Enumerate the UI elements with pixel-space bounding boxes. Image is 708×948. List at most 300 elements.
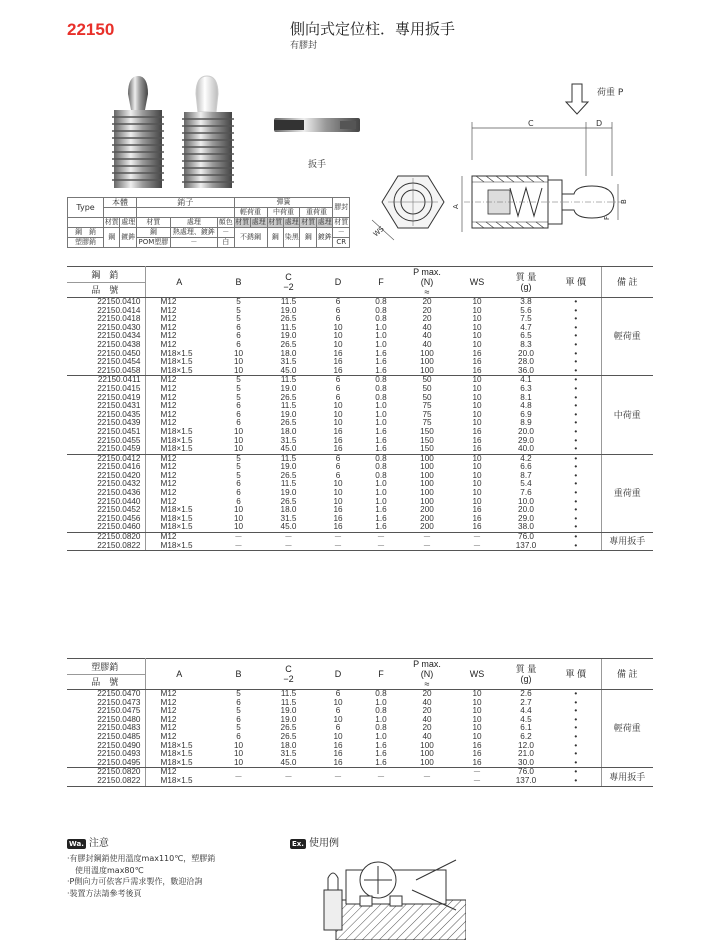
table-cell: 6	[236, 488, 241, 498]
table-cell: －	[262, 768, 315, 786]
table-cell: •	[574, 297, 578, 306]
table-cell: 10	[233, 357, 244, 367]
table-cell: 38.0	[501, 523, 551, 532]
table-cell: 6	[335, 723, 341, 733]
table-cell: 6	[335, 314, 341, 324]
table-cell: 5	[236, 392, 241, 402]
table-cell: M12	[160, 375, 177, 385]
table-row	[67, 759, 653, 768]
table-cell: 75	[422, 418, 432, 428]
table-cell: 10	[333, 322, 343, 332]
table-cell: 10	[472, 305, 482, 315]
table-cell: 6	[335, 297, 341, 306]
table-cell: 10	[472, 383, 482, 393]
table-cell: 22150.0438	[67, 341, 145, 350]
dim-d-label: D	[596, 119, 603, 128]
table-cell: 31.5	[280, 357, 297, 367]
table-cell: 8.9	[520, 418, 532, 428]
table-row	[67, 307, 653, 316]
table-cell: 0.8	[375, 383, 387, 393]
notes-title: 注意	[88, 838, 109, 849]
table-row	[67, 498, 653, 507]
table-cell: •	[574, 383, 578, 393]
table-cell: 10	[472, 479, 482, 489]
table-cell: 6	[236, 697, 241, 707]
wrench-photo	[270, 112, 370, 138]
table-cell: 29.0	[518, 435, 534, 445]
spec-body: 本體	[104, 198, 137, 208]
table-cell: －	[262, 542, 315, 551]
table-row	[67, 350, 653, 359]
table-cell: 0.8	[375, 375, 387, 385]
table-cell: －	[333, 532, 343, 542]
table-cell: M12	[160, 383, 177, 393]
table-cell: M12	[160, 496, 177, 506]
table-cell: 8.7	[520, 470, 532, 480]
table-cell: 16	[333, 740, 343, 750]
table-cell: 10	[472, 462, 482, 472]
table-cell: －	[422, 532, 432, 542]
table-cell: 20	[422, 723, 432, 733]
table-cell: M18×1.5	[145, 542, 215, 551]
table-cell: M18×1.5	[145, 445, 215, 454]
table-cell: 26.5	[280, 314, 297, 324]
table-cell: 16	[333, 426, 343, 436]
table-cell: 22150.0451	[67, 428, 145, 437]
spec-light: 輕荷重	[234, 208, 267, 218]
table-cell: 10	[472, 453, 482, 463]
table-cell: 10	[472, 314, 482, 324]
table-cell: 16	[453, 445, 501, 454]
table-cell: 1.0	[375, 418, 387, 428]
table-cell: 1.6	[375, 435, 387, 445]
table-cell: 22150.0473	[67, 699, 145, 708]
table-cell: 10	[472, 706, 482, 716]
table-cell: 100	[420, 740, 434, 750]
table-cell: •	[574, 479, 578, 489]
table-row	[67, 699, 653, 708]
table-cell: 200	[420, 505, 434, 515]
table-row	[67, 742, 653, 751]
table-cell: M12	[160, 392, 177, 402]
table-row	[67, 341, 653, 350]
table-cell: 6	[236, 479, 241, 489]
table-cell: 1.6	[375, 348, 387, 358]
table-cell: M12	[160, 714, 177, 724]
table-cell: －	[361, 542, 401, 551]
table-cell: 16	[333, 435, 343, 445]
table-cell: －	[472, 532, 482, 542]
table-row	[67, 489, 653, 498]
remark-cell: 專用扳手	[601, 533, 653, 551]
table-cell: 19.0	[280, 305, 297, 315]
table-cell: 12.0	[518, 740, 534, 750]
table-cell: 8.1	[520, 392, 532, 402]
table-cell: 11.5	[280, 697, 297, 707]
example-badge: Ex.	[292, 840, 304, 848]
table-cell: •	[574, 488, 578, 498]
table-cell: 1.0	[375, 731, 387, 741]
table-cell: 10	[233, 435, 244, 445]
table-cell: 40	[422, 697, 432, 707]
table-cell: 26.5	[280, 723, 297, 733]
table-cell: M18×1.5	[160, 513, 193, 523]
table-cell: 10	[472, 409, 482, 419]
load-label: 荷重 P	[597, 88, 624, 98]
table-cell: 10	[472, 297, 482, 306]
table-row	[67, 480, 653, 489]
spec-type: Type	[68, 198, 104, 218]
table-cell: 10	[333, 401, 343, 411]
table-cell: 30.0	[501, 759, 551, 768]
table-cell: 31.5	[280, 513, 297, 523]
table-cell: 10	[233, 740, 244, 750]
table-cell: 16	[315, 759, 361, 768]
table-cell: 22150.0485	[67, 733, 145, 742]
table-cell: 16	[472, 749, 482, 759]
table-cell: 76.0	[518, 767, 534, 777]
table-cell: 1.0	[375, 479, 387, 489]
product-code: 22150	[67, 20, 115, 39]
table-cell: M12	[160, 488, 177, 498]
table-cell: 5.6	[520, 305, 532, 315]
table-row	[67, 428, 653, 437]
table-cell: 45.0	[262, 367, 315, 376]
table-cell: M12	[160, 401, 177, 411]
table-cell: 22150.0470	[67, 690, 145, 699]
page-subtitle: 有膠封	[290, 41, 318, 51]
table-cell: 22150.0495	[67, 759, 145, 768]
table-cell: 19.0	[280, 706, 297, 716]
table-cell: •	[574, 697, 578, 707]
table-cell: －	[472, 767, 482, 777]
table-cell: 19.0	[280, 714, 297, 724]
table-cell: 2.6	[520, 689, 532, 698]
table-cell: 5	[236, 462, 241, 472]
table-cell: •	[574, 767, 578, 777]
table-cell: 11.5	[280, 453, 297, 463]
table-cell: 11.5	[280, 297, 297, 306]
table-cell: 22150.0410	[67, 298, 145, 307]
table-cell: •	[574, 305, 578, 315]
technical-drawing	[360, 80, 660, 250]
table-cell: 19.0	[280, 409, 297, 419]
table-cell: 20.0	[518, 426, 534, 436]
table-cell: 11.5	[280, 401, 297, 411]
spec-medium: 中荷重	[267, 208, 300, 218]
table-cell: M18×1.5	[145, 523, 215, 532]
table-cell: 26.5	[280, 496, 297, 506]
table-cell: 6	[236, 339, 241, 349]
table-cell: 6	[236, 418, 241, 428]
table-row	[67, 358, 653, 367]
table-cell: 1.6	[375, 426, 387, 436]
table-row	[67, 506, 653, 515]
table-cell: •	[574, 392, 578, 402]
note-item: ‧P側向力可依客戶需求製作，數迎洽詢	[67, 877, 203, 886]
table-cell: 31.5	[280, 435, 297, 445]
note-item: 使用溫度max80℃	[75, 865, 144, 875]
table-cell: M18×1.5	[160, 426, 193, 436]
table-cell: 200	[401, 523, 453, 532]
table-cell: 18.0	[280, 348, 297, 358]
table-cell: 22150.0420	[67, 472, 145, 481]
table-cell: •	[574, 470, 578, 480]
table-cell: 16	[315, 367, 361, 376]
table-cell: 22150.0452	[67, 506, 145, 515]
table-cell: •	[551, 367, 601, 376]
table-cell: －	[401, 542, 453, 551]
table-cell: M12	[160, 470, 177, 480]
table-cell: •	[574, 532, 578, 542]
table-cell: •	[574, 496, 578, 506]
table-cell: 22150.0483	[67, 724, 145, 733]
table-cell: 10	[472, 689, 482, 698]
example-heading	[290, 834, 339, 849]
table-cell: 10	[472, 322, 482, 332]
table-row	[67, 724, 653, 733]
table-cell: M12	[160, 297, 177, 306]
table-cell: 21.0	[518, 749, 534, 759]
table-cell: 22150.0430	[67, 324, 145, 333]
table-cell: 45.0	[262, 445, 315, 454]
table-cell: 10	[472, 714, 482, 724]
table-cell: 11.5	[280, 322, 297, 332]
table-cell: M12	[160, 689, 177, 698]
table-cell: －	[453, 777, 501, 786]
dim-ws-label: WS	[371, 224, 386, 239]
table-cell: 0.8	[375, 462, 387, 472]
table-cell: 16	[453, 523, 501, 532]
table-cell: M12	[160, 731, 177, 741]
table-cell: 22150.0414	[67, 307, 145, 316]
table-row	[67, 716, 653, 725]
table-cell: 16	[453, 759, 501, 768]
table-cell: 6.9	[520, 409, 532, 419]
table-cell: 1.6	[375, 357, 387, 367]
table-cell: 137.0	[501, 542, 551, 551]
table-cell: 1.0	[375, 409, 387, 419]
table-cell: 18.0	[280, 426, 297, 436]
remark-cell: 專用扳手	[601, 768, 653, 786]
table-cell: 20	[422, 305, 432, 315]
page-title: 側向式定位柱．專用扳手	[290, 20, 456, 38]
dim-a-label: A	[452, 204, 460, 209]
table-cell: 29.0	[518, 513, 534, 523]
table-cell: 6	[236, 409, 241, 419]
table-cell: 16	[472, 357, 482, 367]
table-cell: 75	[422, 409, 432, 419]
table-cell: 6	[236, 731, 241, 741]
table-cell: 50	[422, 392, 432, 402]
table-cell: 11.5	[280, 375, 297, 385]
table-cell: 1.6	[361, 759, 401, 768]
table-cell: 0.8	[375, 706, 387, 716]
table-cell: M12	[160, 305, 177, 315]
table-cell: 16	[453, 367, 501, 376]
table-cell: 10	[472, 470, 482, 480]
spec-seal: 膠封	[333, 198, 350, 218]
table-cell: 11.5	[280, 479, 297, 489]
table-cell: M12	[160, 314, 177, 324]
table-cell: 6	[335, 392, 341, 402]
table-cell: M18×1.5	[145, 367, 215, 376]
table-cell: 22150.0431	[67, 402, 145, 411]
table-cell: 1.6	[375, 513, 387, 523]
table-cell: 10	[233, 749, 244, 759]
table-cell: 16	[472, 505, 482, 515]
table-cell: 10	[333, 496, 343, 506]
table-cell: 50	[422, 383, 432, 393]
table-row	[67, 768, 653, 777]
table-row	[67, 472, 653, 481]
warning-badge: Wa.	[69, 840, 84, 848]
table-cell: 5	[236, 689, 241, 698]
table-cell: 45.0	[262, 523, 315, 532]
table-cell: 10	[333, 697, 343, 707]
table-cell: 150	[420, 426, 434, 436]
table-cell: 5	[236, 453, 241, 463]
table-cell: －	[453, 542, 501, 551]
remark-cell: 中荷重	[601, 376, 653, 454]
table-cell: 150	[420, 435, 434, 445]
example-title: 使用例	[308, 838, 339, 849]
table-cell: 1.6	[375, 740, 387, 750]
table-cell: 5	[236, 706, 241, 716]
table-cell: 22150.0450	[67, 350, 145, 359]
table-cell: 5.4	[520, 479, 532, 489]
table-cell: 0.8	[375, 453, 387, 463]
table-cell: 5	[236, 297, 241, 306]
table-cell: 40	[422, 331, 432, 341]
note-item: ‧裝置方法請參考後頁	[67, 888, 142, 898]
table-cell: 1.6	[375, 749, 387, 759]
table-cell: •	[551, 542, 601, 551]
remark-cell: 輕荷重	[601, 690, 653, 768]
table-cell: M12	[160, 322, 177, 332]
table-cell: －	[284, 532, 293, 542]
table-cell: 16	[472, 426, 482, 436]
table-cell: •	[574, 462, 578, 472]
table-cell: M12	[160, 331, 177, 341]
table-cell: M18×1.5	[160, 749, 193, 759]
table-cell: 6	[335, 453, 341, 463]
table-cell: 1.0	[375, 331, 387, 341]
table-cell: 10.0	[518, 496, 534, 506]
table-cell: 0.8	[375, 689, 387, 698]
table-cell: 100	[420, 357, 434, 367]
usage-example-drawing	[316, 850, 466, 940]
table-cell: －	[215, 768, 262, 786]
table-cell: 4.7	[520, 322, 532, 332]
table-cell: 22150.0822	[67, 777, 145, 786]
table-cell: 20	[422, 689, 432, 698]
table-cell: 22150.0458	[67, 367, 145, 376]
table-cell: 1.0	[375, 488, 387, 498]
table-cell: 10	[472, 418, 482, 428]
table-cell: 10	[472, 375, 482, 385]
table-cell: 16	[315, 445, 361, 454]
table-cell: 6	[335, 305, 341, 315]
table-cell: 76.0	[518, 532, 534, 542]
table-cell: 1.6	[375, 505, 387, 515]
table-row	[67, 454, 653, 463]
table-cell: 10	[472, 488, 482, 498]
table-row	[67, 523, 653, 532]
table-cell: •	[574, 689, 578, 698]
dim-c-label: C	[528, 119, 534, 128]
table-cell: 50	[422, 375, 432, 385]
table-cell: 16	[333, 348, 343, 358]
table-cell: 0.8	[375, 314, 387, 324]
table-cell: 10	[472, 331, 482, 341]
table-cell: 5	[236, 470, 241, 480]
table-cell: 10	[333, 731, 343, 741]
table-cell: 10	[472, 401, 482, 411]
table-cell: 10	[333, 488, 343, 498]
table-cell: －	[234, 532, 243, 542]
table-row	[67, 419, 653, 428]
wrench-label: 扳手	[308, 160, 327, 170]
table-cell: 0.8	[375, 723, 387, 733]
table-cell: 26.5	[280, 731, 297, 741]
table-cell: 75	[422, 401, 432, 411]
table-cell: 40	[422, 339, 432, 349]
table-cell: 1.6	[361, 523, 401, 532]
table-cell: M18×1.5	[145, 777, 215, 786]
table-cell: •	[551, 759, 601, 768]
table-cell: 10	[333, 331, 343, 341]
table-cell: 10	[472, 496, 482, 506]
table-cell: 20	[422, 314, 432, 324]
table-cell: 1.0	[375, 496, 387, 506]
table-cell: 19.0	[280, 383, 297, 393]
table-cell: 20	[422, 706, 432, 716]
table-cell: 22150.0480	[67, 716, 145, 725]
table-cell: 22150.0434	[67, 332, 145, 341]
table-cell: 4.4	[520, 706, 532, 716]
table-cell: 19.0	[280, 488, 297, 498]
table-cell: 100	[420, 479, 434, 489]
table-cell: 16	[472, 513, 482, 523]
table-cell: 26.5	[280, 470, 297, 480]
table-cell: •	[574, 348, 578, 358]
table-cell: 10	[233, 505, 244, 515]
table-cell: 36.0	[501, 367, 551, 376]
table-cell: 100	[420, 749, 434, 759]
table-cell: •	[574, 453, 578, 463]
table-cell: 40	[422, 322, 432, 332]
table-cell: M18×1.5	[160, 505, 193, 515]
table-cell: 10	[215, 367, 262, 376]
table-cell: 6.3	[520, 383, 532, 393]
table-cell: 6.1	[520, 723, 532, 733]
table-cell: 26.5	[280, 418, 297, 428]
table-cell: 0.8	[375, 392, 387, 402]
table-cell: 4.5	[520, 714, 532, 724]
table-cell: •	[574, 505, 578, 515]
table-row	[67, 402, 653, 411]
table-cell: M12	[160, 462, 177, 472]
table-cell: 6	[335, 470, 341, 480]
table-cell: 22150.0820	[67, 533, 145, 542]
table-cell: 6	[335, 689, 341, 698]
table-cell: 22150.0436	[67, 489, 145, 498]
steel-pin-table: 鋼 銷 A B C −2 D F P max. (N) ≈ WS 質 量 (g) 單 價 備 註 品 號 22150.0410 M12 5 11.5 6 0.8 20 10 3.8 • 輕荷重 22150.0414 M12 5 19.0 6 0.8 20 10 5.6 • 22150.0418 M12 5 26.5 6 0.8 20 10 7.5 • 22150.0430 M12 6 11.5 10 1.0 40 10 4.7 • 22150.0434 M12 6 19.0 10 1.0 40 10 6.5 • 22150.0438 M12 6 26.5 10 1.0 40 10 8.3 • 22150.0450 M18×1.5 10 18.0 16 1.6 100 16 20.0 • 22150.0454 M18×1.5 10 31.5 16 1.6 100 16 28.0 • 22150.0458 M18×1.5 10 45.0 16 1.6 100 16 36.0 • 22150.0411 M12 5 11.5 6 0.8 50 10 4.1 • 中荷重 22150.0415 M12 5 19.0 6 0.8 50 10 6.3 • 22150.0419 M12 5 26.5 6 0.8 50 10 8.1 • 22150.0431 M12 6 11.5 10 1.0 75 10 4.8 • 22150.0435 M12 6 19.0 10 1.0 75 10 6.9 • 22150.0439 M12 6 26.5 10 1.0 75 10 8.9 • 22150.0451 M18×1.5 10 18.0 16 1.6 150 16 20.0 • 22150.0455 M18×1.5 10 31.5 16 1.6 150 16 29.0 • 22150.0459 M18×1.5 10 45.0 16 1.6 150 16 40.0 • 22150.0412 M12 5 11.5 6 0.8 100 10 4.2 • 重荷重 22150.0416 M12 5 19.0 6 0.8 100 10 6.6 • 22150.0420 M12 5 26.5 6 0.8 100 10 8.7 • 22150.0432 M12 6 11.5 10 1.0 100 10 5.4 • 22150.0436 M12 6 19.0 10 1.0 100 10 7.6 • 22150.0440 M12 6 26.5 10 1.0 100 10 10.0 • 22150.0452 M18×1.5 10 18.0 16 1.6 200 16 20.0 • 22150.0456 M18×1.5 10 31.5 16 1.6 200 16 29.0 • 22150.0460 M18×1.5 10 45.0 16 1.6 200 16 38.0 • 22150.0820 M12 － － － － － － 76.0 • 專用扳手 22150.0822 M18×1.5 － － － － － － 137.0 •	[67, 266, 653, 551]
table-cell: 22150.0493	[67, 750, 145, 759]
dim-f-label: F	[603, 215, 611, 220]
table-row	[67, 298, 653, 307]
